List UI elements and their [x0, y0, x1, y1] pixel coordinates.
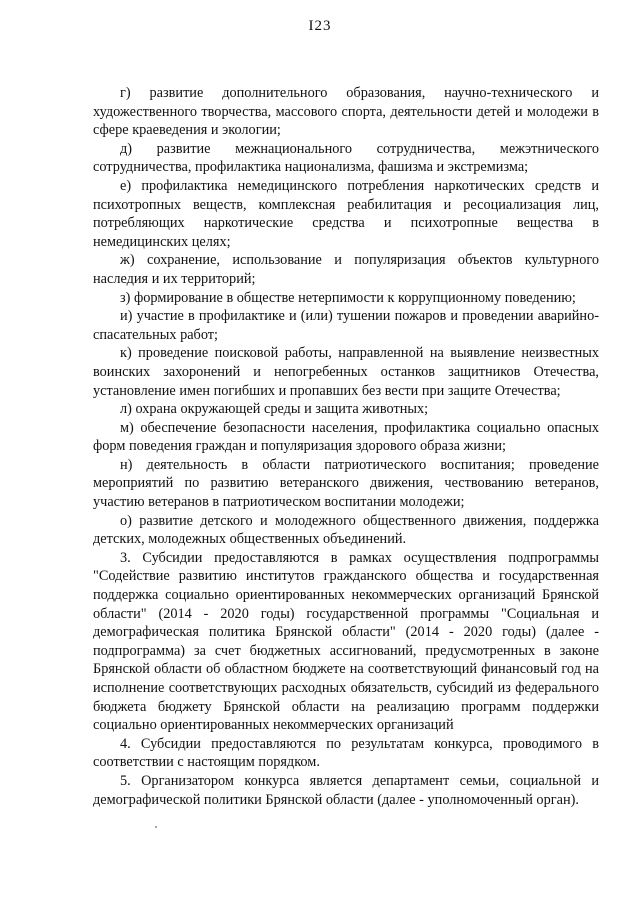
paragraph-clause-5: 5. Организатором конкурса является департамент семьи, социальной и демографической политики Брянской области (далее - уполномоченный орган).: [93, 772, 599, 808]
paragraph-item-z: з) формирование в обществе нетерпимости к коррупционному поведению;: [120, 289, 576, 306]
paragraph-item-n: н) деятельность в области патриотического воспитания; проведение мероприятий по развитию ветеранского движения, чествованию ветеранов, участию ветеранов в патриотическом воспитании молодежи;: [93, 456, 599, 511]
paragraph-clause-3: 3. Субсидии предоставляются в рамках осуществления подпрограммы "Содействие развитию институтов гражданского общества и государственная поддержка социально ориентированных некоммерческих организаций Брянской области" (2014 - 2020 годы) государственной программы "Социальная и демографическая политика Брянской области" (2014 - 2020 годы) (далее - подпрограмма) за счет бюджетных ассигнований, предусмотренных в законе Брянской области об областном бюджете на соответствующий финансовый год на исполнение соответствующих расходных обязательств, субсидий из федерального бюджета бюджету Брянской области на реализацию программ поддержки социально ориентированных некоммерческих организаций: [93, 549, 599, 734]
paragraph-item-e: е) профилактика немедицинского потребления наркотических средств и психотропных веществ, комплексная реабилитация и ресоциализация лиц, потребляющих наркотические средства и психотропные вещества в немедицинских целях;: [93, 177, 599, 250]
paragraph-item-o: о) развитие детского и молодежного общественного движения, поддержка детских, молодежных общественных объединений.: [93, 512, 599, 548]
paragraph-item-zh: ж) сохранение, использование и популяризация объектов культурного наследия и их территорий;: [93, 252, 599, 287]
paragraph-item-l: л) охрана окружающей среды и защита животных;: [120, 401, 429, 418]
paragraph-item-m: м) обеспечение безопасности населения, профилактика социально опасных форм поведения граждан и популяризация здорового образа жизни;: [93, 419, 599, 455]
paragraph-item-i: и) участие в профилактике и (или) тушении пожаров и проведении аварийно-спасательных работ;: [93, 308, 599, 343]
document-body: [93, 84, 599, 809]
paragraph-item-g: г) развитие дополнительного образования, научно-технического и художественного творчества, массового спорта, деятельности детей и молодежи в сфере краеведения и экологии;: [93, 85, 599, 139]
scan-speck: [155, 826, 157, 828]
paragraph-item-d: д) развитие межнационального сотрудничества, межэтнического сотрудничества, профилактика национализма, фашизма и экстремизма;: [93, 140, 599, 176]
page-number: I23: [308, 18, 332, 34]
paragraph-clause-4: 4. Субсидии предоставляются по результатам конкурса, проводимого в соответствии с настоящим порядком.: [93, 735, 599, 771]
paragraph-item-k: к) проведение поисковой работы, направленной на выявление неизвестных воинских захоронений и непогребенных останков защитников Отечества, установление имен погибших и пропавших без вести при защите Отечества;: [93, 345, 599, 399]
